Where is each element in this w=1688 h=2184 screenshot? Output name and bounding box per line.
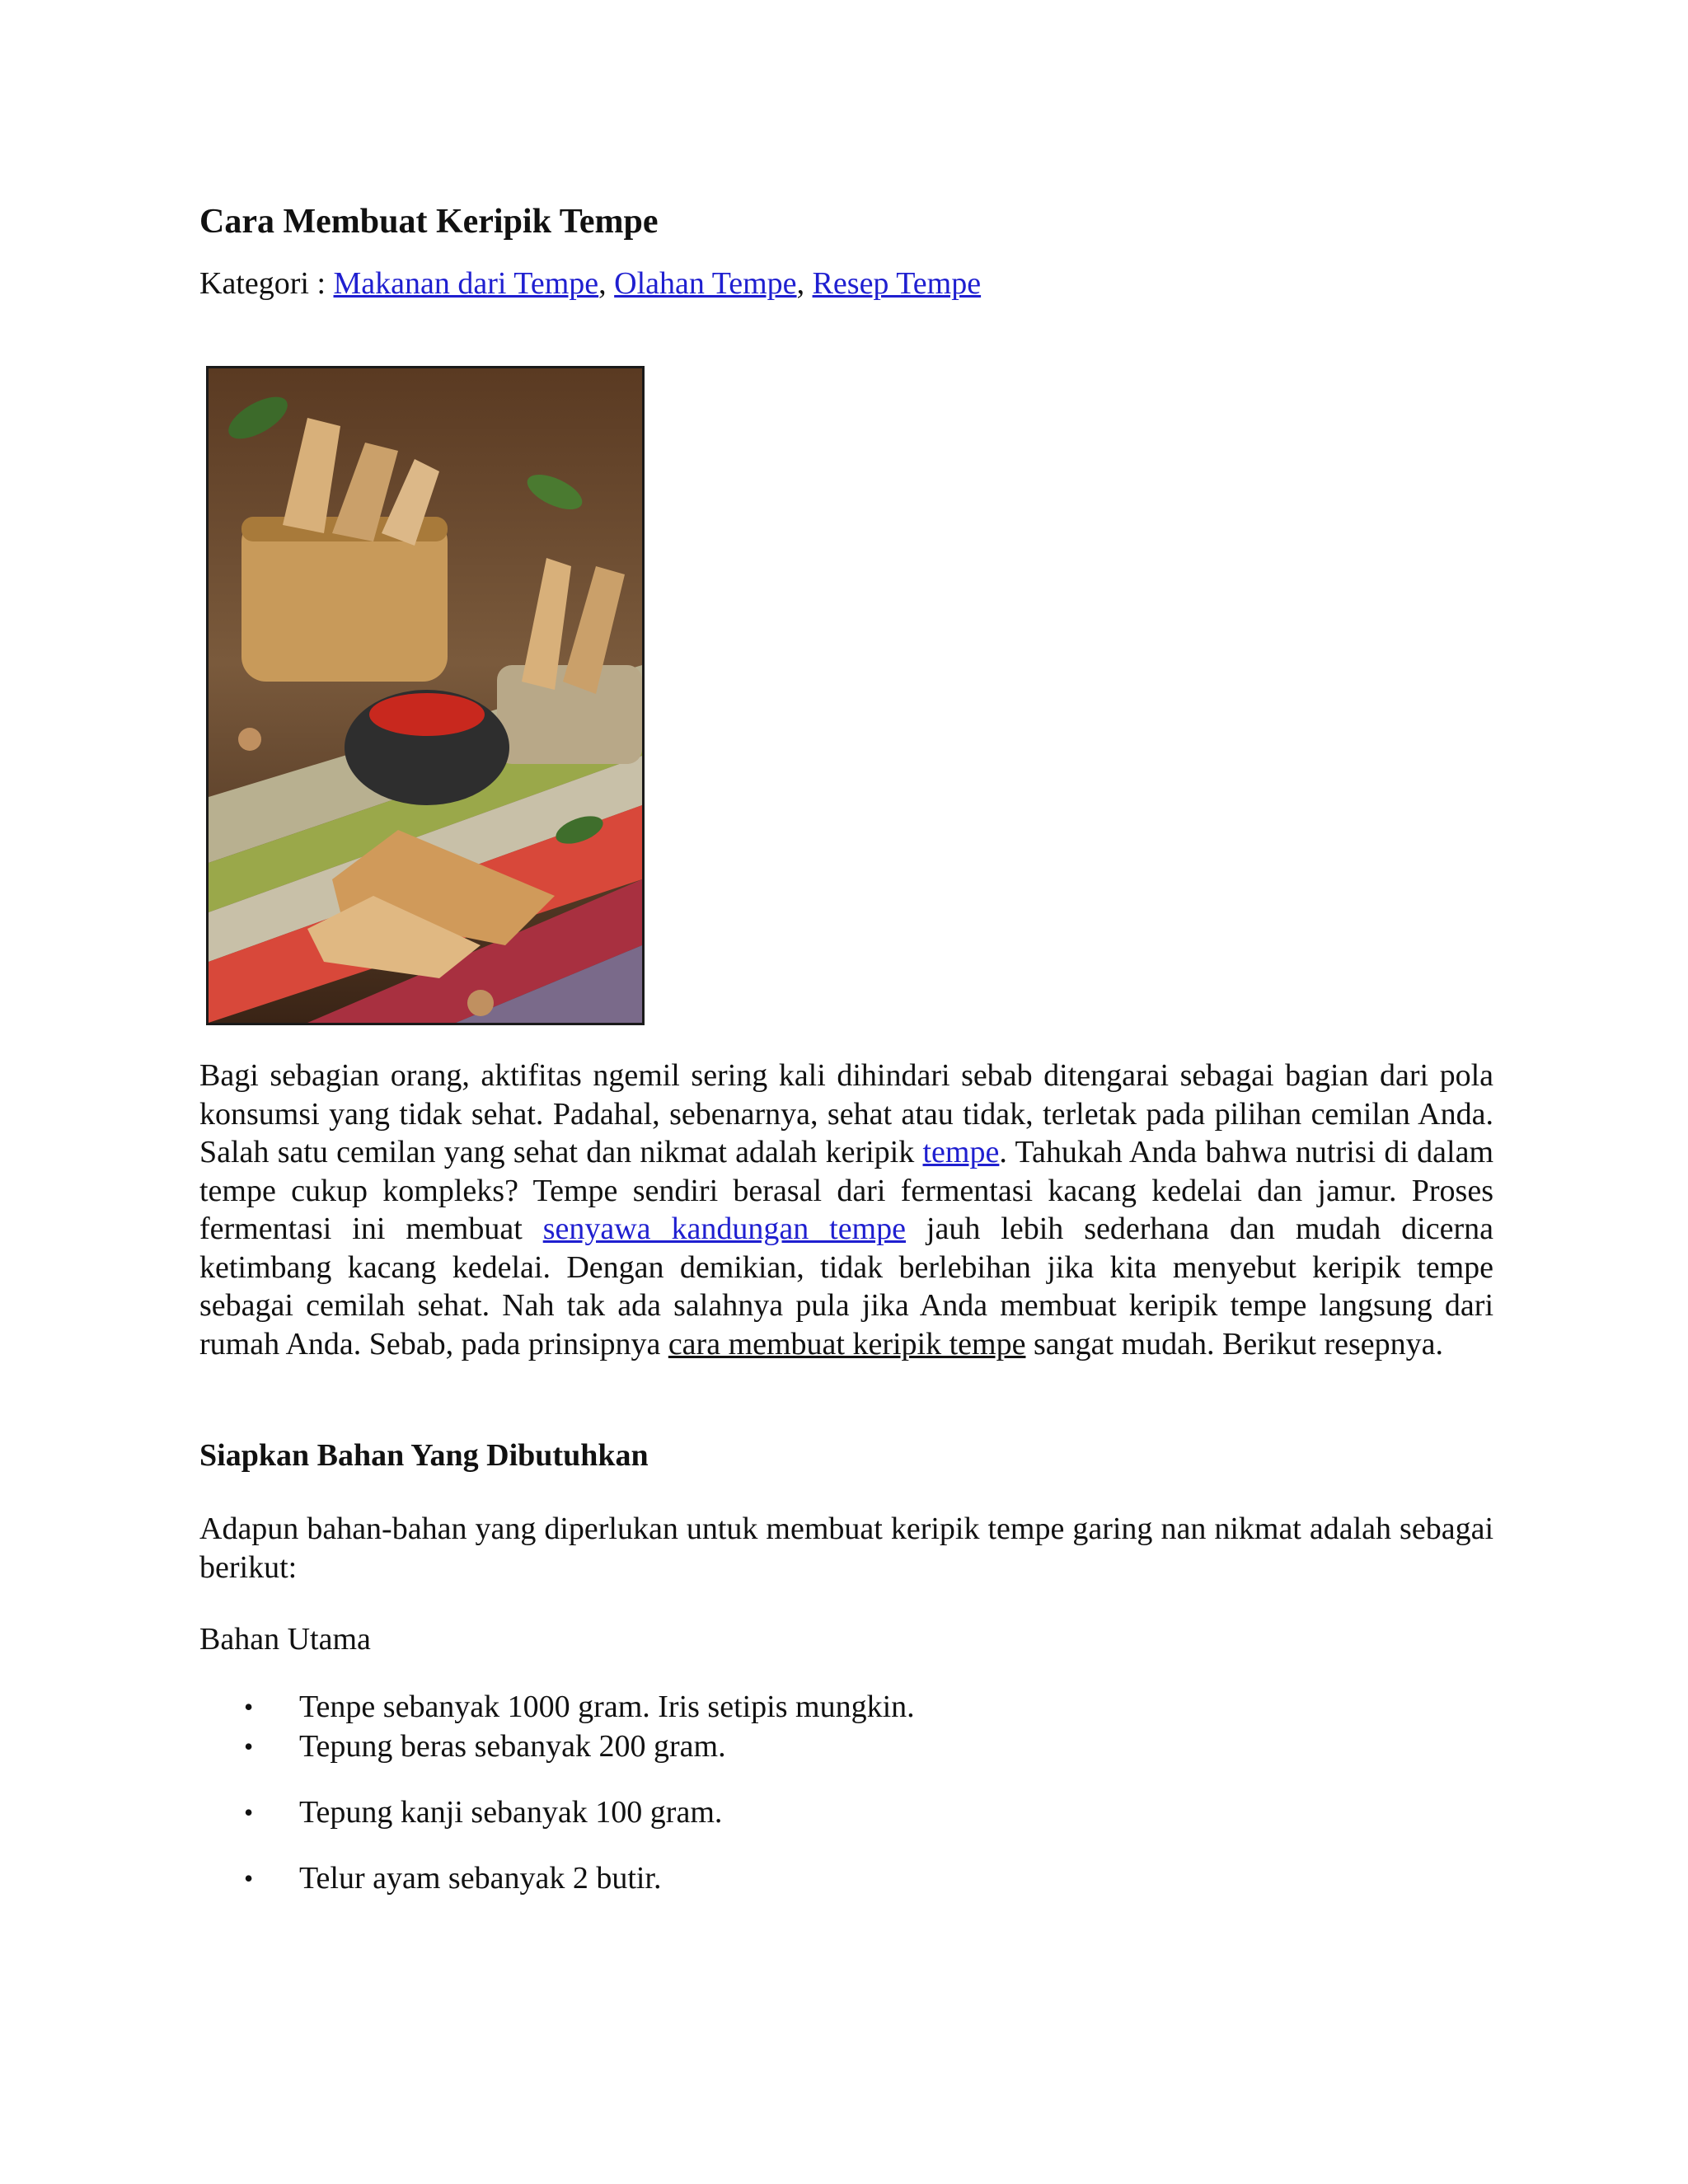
paragraph-text: Bagi sebagian orang, aktifitas ngemil sering kali dihindari sebab ditengarai sebagai bagian dari pola konsumsi yang tidak sehat. Padahal, sebenarnya, sehat atau tidak, terletak pada pilihan cemilan Anda. Salah satu cemilan yang sehat dan nikmat adalah keripik	[199, 1058, 1493, 1169]
category-label: Kategori :	[199, 266, 326, 301]
keripik-tempe-photo	[206, 366, 645, 1025]
bullet-icon: •	[244, 1732, 254, 1761]
paragraph-text: sangat mudah. Berikut resepnya.	[1025, 1326, 1443, 1361]
paragraph-text: . Tahukah Anda bahwa nutrisi di dalam tempe cukup kompleks? Tempe sendiri berasal dari fermentasi kacang kedelai dan jamur. Proses fermentasi ini membuat	[199, 1135, 1493, 1246]
category-link-resep[interactable]: Resep Tempe	[812, 266, 982, 301]
ingredient-list	[199, 1687, 1493, 1898]
list-item: • Tepung kanji sebanyak 100 gram.	[199, 1793, 1493, 1832]
section-intro: Adapun bahan-bahan yang diperlukan untuk membuat keripik tempe garing nan nikmat adalah sebagai berikut:	[199, 1511, 1493, 1585]
paragraph-text: jauh lebih sederhana dan mudah dicerna ketimbang kacang kedelai. Dengan demikian, tidak berlebihan jika kita menyebut keripik tempe sebagai cemilah sehat. Nah tak ada salahnya pula jika Anda membuat keripik tempe langsung dari rumah Anda. Sebab, pada prinsipnya	[199, 1212, 1493, 1361]
list-item: • Telur ayam sebanyak 2 butir.	[199, 1858, 1493, 1898]
category-link-olahan[interactable]: Olahan Tempe	[614, 266, 797, 301]
subheading-bahan-utama: Bahan Utama	[199, 1622, 371, 1657]
food-photo-illustration	[209, 368, 642, 1023]
category-line: Kategori : Makanan dari Tempe, Olahan Tempe, Resep Tempe	[199, 266, 982, 301]
bullet-icon: •	[244, 1692, 254, 1722]
bullet-icon: •	[244, 1863, 254, 1893]
section-heading: Siapkan Bahan Yang Dibutuhkan	[199, 1438, 649, 1473]
link-senyawa-kandungan-tempe[interactable]: senyawa kandungan tempe	[542, 1212, 906, 1246]
intro-paragraph	[199, 1057, 1493, 1363]
page-title: Cara Membuat Keripik Tempe	[199, 203, 659, 241]
category-link-makanan[interactable]: Makanan dari Tempe	[333, 266, 599, 301]
article	[199, 196, 1493, 1898]
list-item: • Tepung beras sebanyak 200 gram.	[199, 1727, 1493, 1766]
bullet-icon: •	[244, 1797, 254, 1827]
link-tempe[interactable]: tempe	[922, 1135, 1000, 1169]
list-item: • Tenpe sebanyak 1000 gram. Iris setipis mungkin.	[199, 1687, 1493, 1727]
link-cara-membuat-keripik-tempe[interactable]: cara membuat keripik tempe	[668, 1326, 1026, 1361]
